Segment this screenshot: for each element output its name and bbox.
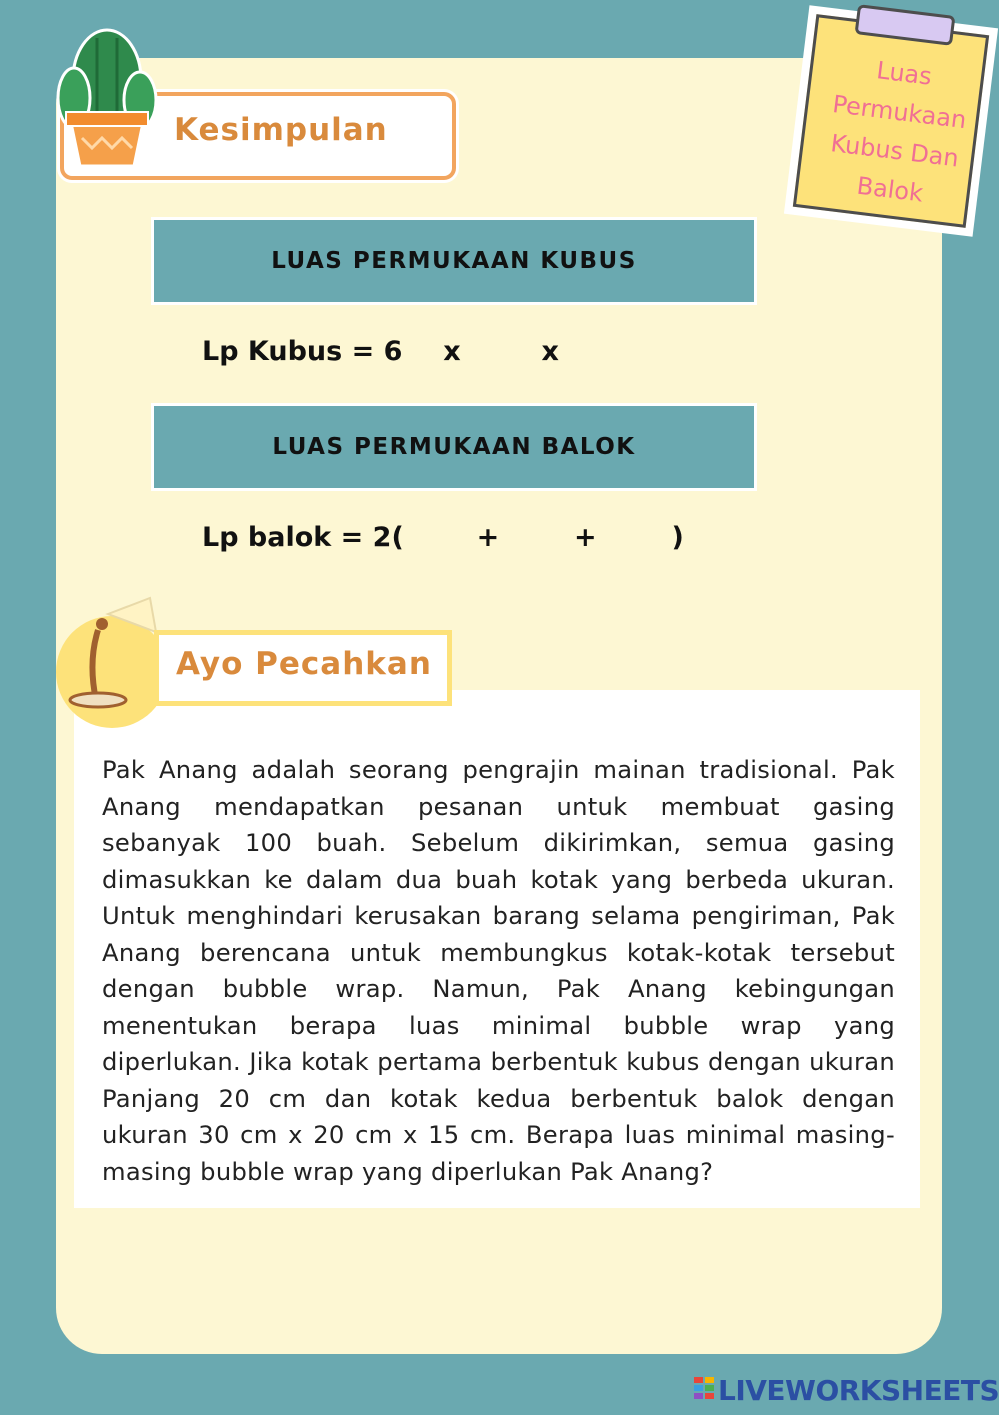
liveworksheets-logo: [694, 1374, 999, 1407]
desk-lamp-icon: [58, 592, 168, 712]
kubus-formula: Lp Kubus = 6 x x: [202, 336, 559, 367]
story-text: Pak Anang adalah seorang pengrajin mainan tradisional. Pak Anang mendapatkan pesanan untuk membuat gasing sebanyak 100 buah. Sebelum dikirimkan, semua gasing dimasukkan ke dalam dua buah kotak yang berbeda ukuran. Untuk menghindari kerusakan barang selama pengiriman, Pak Anang berencana untuk membungkus kotak-kotak tersebut dengan bubble wrap. Namun, Pak Anang kebingungan menentukan berapa luas minimal bubble wrap yang diperlukan. Jika kotak pertama berbentuk kubus dengan ukuran Panjang 20 cm dan kotak kedua berbentuk balok dengan ukuran 30 cm x 20 cm x 15 cm. Berapa luas minimal masing-masing bubble wrap yang diperlukan Pak Anang?: [102, 756, 895, 1186]
kesimpulan-title: Kesimpulan: [174, 112, 388, 148]
balok-header: LUAS PERMUKAAN BALOK: [151, 403, 757, 491]
ayo-title: Ayo Pecahkan: [176, 646, 432, 682]
kubus-header: LUAS PERMUKAAN KUBUS: [151, 217, 757, 305]
liveworksheets-logo-icon: [694, 1377, 714, 1405]
sticky-note: [790, 8, 995, 233]
liveworksheets-brand: LIVEWORKSHEETS: [718, 1374, 999, 1407]
cactus-icon: [52, 18, 162, 178]
sticky-note-title: Luas Permukaan Kubus Dan Balok: [829, 56, 968, 208]
balok-formula: Lp balok = 2( + + ): [202, 522, 684, 553]
